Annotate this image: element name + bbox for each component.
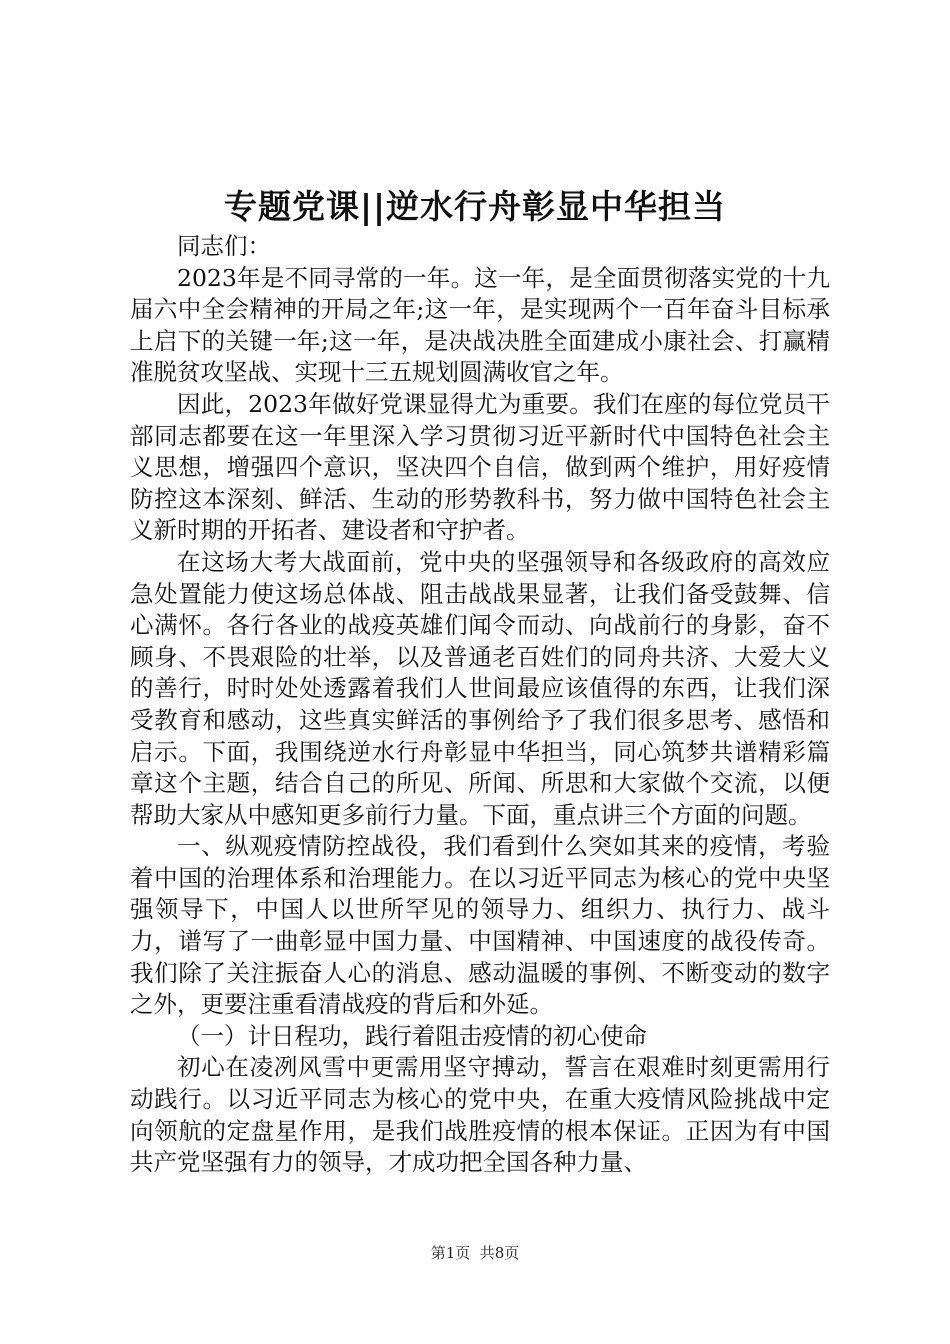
section-heading: （一）计日程功，践行着阻击疫情的初心使命 xyxy=(177,1021,647,1050)
paragraph: 因此，2023年做好党课显得尤为重要。我们在座的每位党员干部同志都要在这一年里深入学习贯彻习近平新时代中国特色社会主义思想，增强四个意识，坚决四个自信，做到两个维护，用好疫情防控这本深刻、鲜活、生动的形势教科书，努力做中国特色社会主义新时期的开拓者、建设者和守护者。 xyxy=(130,389,830,545)
paragraph: 在这场大考大战面前，党中央的坚强领导和各级政府的高效应急处置能力使这场总体战、阻击战战果显著，让我们备受鼓舞、信心满怀。各行各业的战疫英雄们闻令而动、向战前行的身影，奋不顾身、不畏艰险的壮举，以及普通老百姓们的同舟共济、大爱大义的善行，时时处处透露着我们人世间最应该值得的东西，让我们深受教育和感动，这些真实鲜活的事例给予了我们很多思考、感悟和启示。下面，我围绕逆水行舟彰显中华担当，同心筑梦共谱精彩篇章这个主题，结合自己的所见、所闻、所思和大家做个交流，以便帮助大家从中感知更多前行力量。下面，重点讲三个方面的问题。 xyxy=(130,547,830,829)
paragraph: 一、纵观疫情防控战役，我们看到什么突如其来的疫情，考验着中国的治理体系和治理能力。在以习近平同志为核心的党中央坚强领导下，中国人以世所罕见的领导力、组织力、执行力、战斗力，谱写了一曲彰显中国力量、中国精神、中国速度的战役传奇。我们除了关注振奋人心的消息、感动温暖的事例、不断变动的数字之外，更要注重看清战疫的背后和外延。 xyxy=(130,832,830,1019)
paragraph: 初心在凌冽风雪中更需用坚守搏动，誓言在艰难时刻更需用行动践行。以习近平同志为核心的党中央，在重大疫情风险挑战中定向领航的定盘星作用，是我们战胜疫情的根本保证。正因为有中国共产党坚强有力的领导，才成功把全国各种力量、 xyxy=(130,1053,830,1177)
salutation: 同志们： xyxy=(177,232,271,260)
document-body xyxy=(130,231,830,1179)
page-footer xyxy=(0,1243,950,1263)
paragraph: 2023年是不同寻常的一年。这一年，是全面贯彻落实党的十九届六中全会精神的开局之年;这一年，是实现两个一百年奋斗目标承上启下的关键一年;这一年，是决战决胜全面建成小康社会、打赢精准脱贫攻坚战、实现十三五规划圆满收官之年。 xyxy=(130,263,830,387)
document-title: 专题党课||逆水行舟彰显中华担当 xyxy=(223,187,727,226)
page-number: 第1页 共8页 xyxy=(430,1244,520,1262)
